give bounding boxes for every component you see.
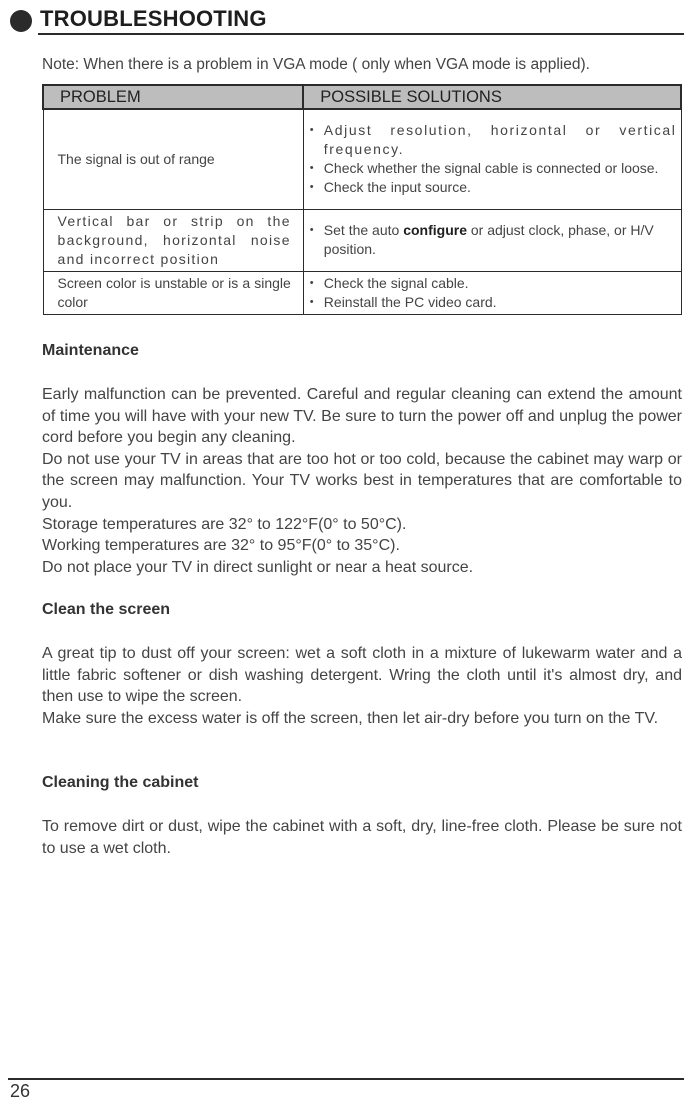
clean-screen-body [42,643,682,729]
page-number: 26 [10,1081,31,1101]
solution-item: • Adjust resolution, horizontal or vertical frequency. [310,121,677,159]
section-header [8,4,684,34]
solution-item: • Check whether the signal cable is connected or loose. [310,159,677,178]
section-title: TROUBLESHOOTING [40,6,267,31]
solution-item: • Check the signal cable. [310,274,677,293]
paragraph: Make sure the excess water is off the screen, then let air-dry before you turn on the TV. [42,709,659,727]
table-header-row [43,85,681,109]
solution-item: • Reinstall the PC video card. [310,293,677,312]
paragraph: Early malfunction can be prevented. Careful and regular cleaning can extend the amount of time you will have with your new TV. Be sure to turn the power off and unplug the power cord before you begin any cleaning. [42,386,682,447]
paragraph: Storage temperatures are 32° to 122°F(0° to 50°C). [42,515,407,533]
table-row [43,271,681,314]
section-bullet-icon [10,10,32,32]
solution-text: Set the auto [323,222,404,238]
problem-cell: Screen color is unstable or is a single color [43,271,303,314]
clean-screen-heading: Clean the screen [42,601,171,618]
solutions-cell [303,271,681,314]
header-rule [38,33,684,35]
footer-rule [8,1078,684,1080]
solution-emphasis: configure [403,222,467,238]
vga-note: Note: When there is a problem in VGA mode ( only when VGA mode is applied). [42,56,590,73]
solutions-cell [303,109,681,209]
paragraph: To remove dirt or dust, wipe the cabinet with a soft, dry, line-free cloth. Please be sure not to use a wet cloth. [42,818,682,857]
table-row [43,209,681,271]
solutions-cell [303,209,681,271]
column-header-problem: PROBLEM [43,85,303,109]
paragraph: Do not use your TV in areas that are too hot or too cold, because the cabinet may warp or the screen may malfunction. Your TV works best in temperatures that are comfortable to you. [42,450,682,511]
paragraph: Working temperatures are 32° to 95°F(0° to 35°C). [42,537,400,555]
maintenance-body [42,384,682,578]
paragraph: Do not place your TV in direct sunlight or near a heat source. [42,558,474,576]
solution-text: or adjust clock, phase, or H/V position. [323,222,654,257]
problem-cell: The signal is out of range [43,109,303,209]
problem-cell: Vertical bar or strip on the background, horizontal noise and incorrect position [43,209,303,271]
column-header-solutions: POSSIBLE SOLUTIONS [303,85,681,109]
paragraph: A great tip to dust off your screen: wet a soft cloth in a mixture of lukewarm water and a little fabric softener or dish washing detergent. Wring the cloth until it's almost dry, and then use to wipe the screen. [42,645,682,706]
clean-cabinet-body [42,816,682,859]
troubleshooting-table [42,84,682,315]
clean-cabinet-heading: Cleaning the cabinet [42,774,199,791]
maintenance-heading: Maintenance [42,342,139,359]
table-row [43,109,681,209]
solution-item [310,221,677,259]
solution-item: • Check the input source. [310,178,677,197]
